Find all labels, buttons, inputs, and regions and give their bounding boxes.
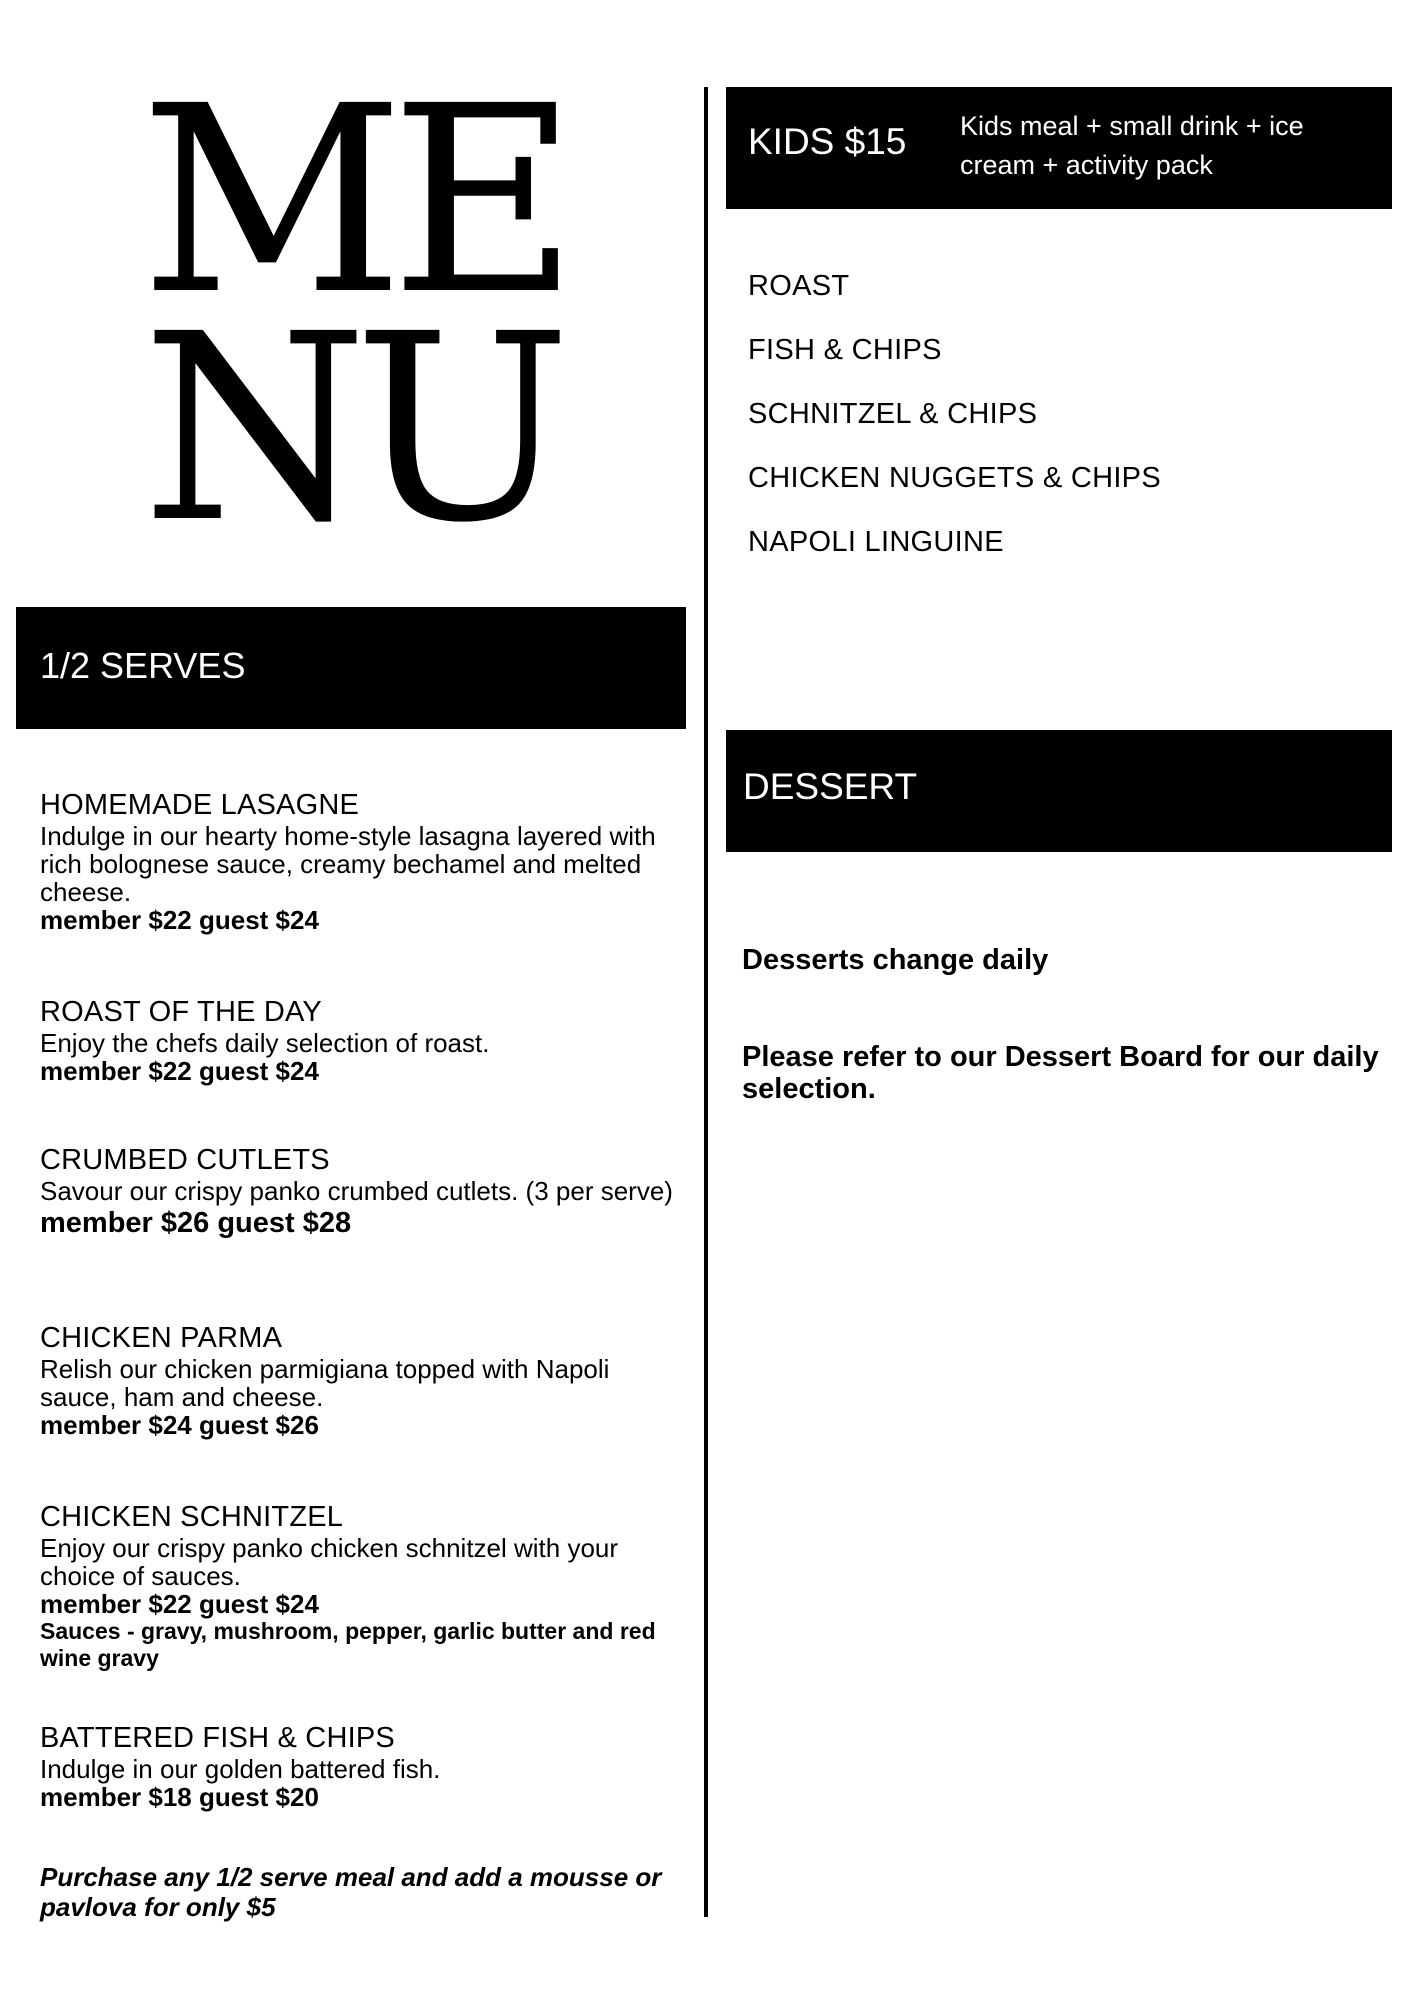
item-name: CHICKEN SCHNITZEL xyxy=(40,1501,344,1533)
list-item: FISH & CHIPS xyxy=(748,334,942,366)
item-price: member $24 guest $26 xyxy=(40,1410,319,1440)
dessert-header xyxy=(726,730,1392,852)
item-description: Savour our crispy panko crumbed cutlets. (3 per serve) xyxy=(40,1176,673,1206)
half-serves-header xyxy=(16,607,686,729)
menu-item xyxy=(40,788,680,934)
menu-item xyxy=(40,1721,680,1811)
item-name: CRUMBED CUTLETS xyxy=(40,1144,330,1176)
item-price: member $18 guest $20 xyxy=(40,1782,319,1812)
item-name: HOMEMADE LASAGNE xyxy=(40,789,360,821)
item-name: BATTERED FISH & CHIPS xyxy=(40,1722,395,1754)
list-item: CHICKEN NUGGETS & CHIPS xyxy=(748,462,1161,494)
item-price: member $22 guest $24 xyxy=(40,1056,319,1086)
item-price: member $22 guest $24 xyxy=(40,905,319,935)
kids-menu-list xyxy=(748,266,1161,586)
kids-description: Kids meal + small drink + ice cream + activity pack xyxy=(960,111,1304,180)
kids-header xyxy=(726,87,1392,209)
menu-item xyxy=(40,995,680,1085)
menu-item xyxy=(40,1321,680,1439)
item-sauces: Sauces - gravy, mushroom, pepper, garlic butter and red wine gravy xyxy=(40,1618,656,1671)
kids-title: KIDS $15 xyxy=(748,121,907,162)
column-divider xyxy=(704,87,708,1917)
dessert-note: Desserts change daily xyxy=(742,944,1049,976)
item-description: Enjoy the chefs daily selection of roast. xyxy=(40,1028,490,1058)
item-description: Enjoy our crispy panko chicken schnitzel with your choice of sauces. xyxy=(40,1533,619,1591)
list-item: NAPOLI LINGUINE xyxy=(748,526,1004,558)
item-description: Relish our chicken parmigiana topped with Napoli sauce, ham and cheese. xyxy=(40,1354,610,1412)
item-description: Indulge in our hearty home-style lasagna layered with rich bolognese sauce, creamy bechamel and melted cheese. xyxy=(40,821,656,907)
item-name: ROAST OF THE DAY xyxy=(40,996,322,1028)
menu-item xyxy=(40,1500,680,1672)
promo-note: Purchase any 1/2 serve meal and add a mousse or pavlova for only $5 xyxy=(40,1862,662,1922)
list-item: ROAST xyxy=(748,270,850,302)
menu-item xyxy=(40,1143,680,1241)
item-price: member $22 guest $24 xyxy=(40,1589,319,1619)
half-serves-heading: 1/2 SERVES xyxy=(40,645,246,686)
item-description: Indulge in our golden battered fish. xyxy=(40,1754,441,1784)
menu-title-line-2: NU xyxy=(142,279,558,579)
menu-title-line-1: ME xyxy=(140,51,565,351)
item-price: member $26 guest $28 xyxy=(40,1207,352,1239)
item-name: CHICKEN PARMA xyxy=(40,1322,283,1354)
dessert-heading: DESSERT xyxy=(743,766,918,807)
list-item: SCHNITZEL & CHIPS xyxy=(748,398,1038,430)
dessert-note: Please refer to our Dessert Board for our daily selection. xyxy=(742,1041,1379,1105)
